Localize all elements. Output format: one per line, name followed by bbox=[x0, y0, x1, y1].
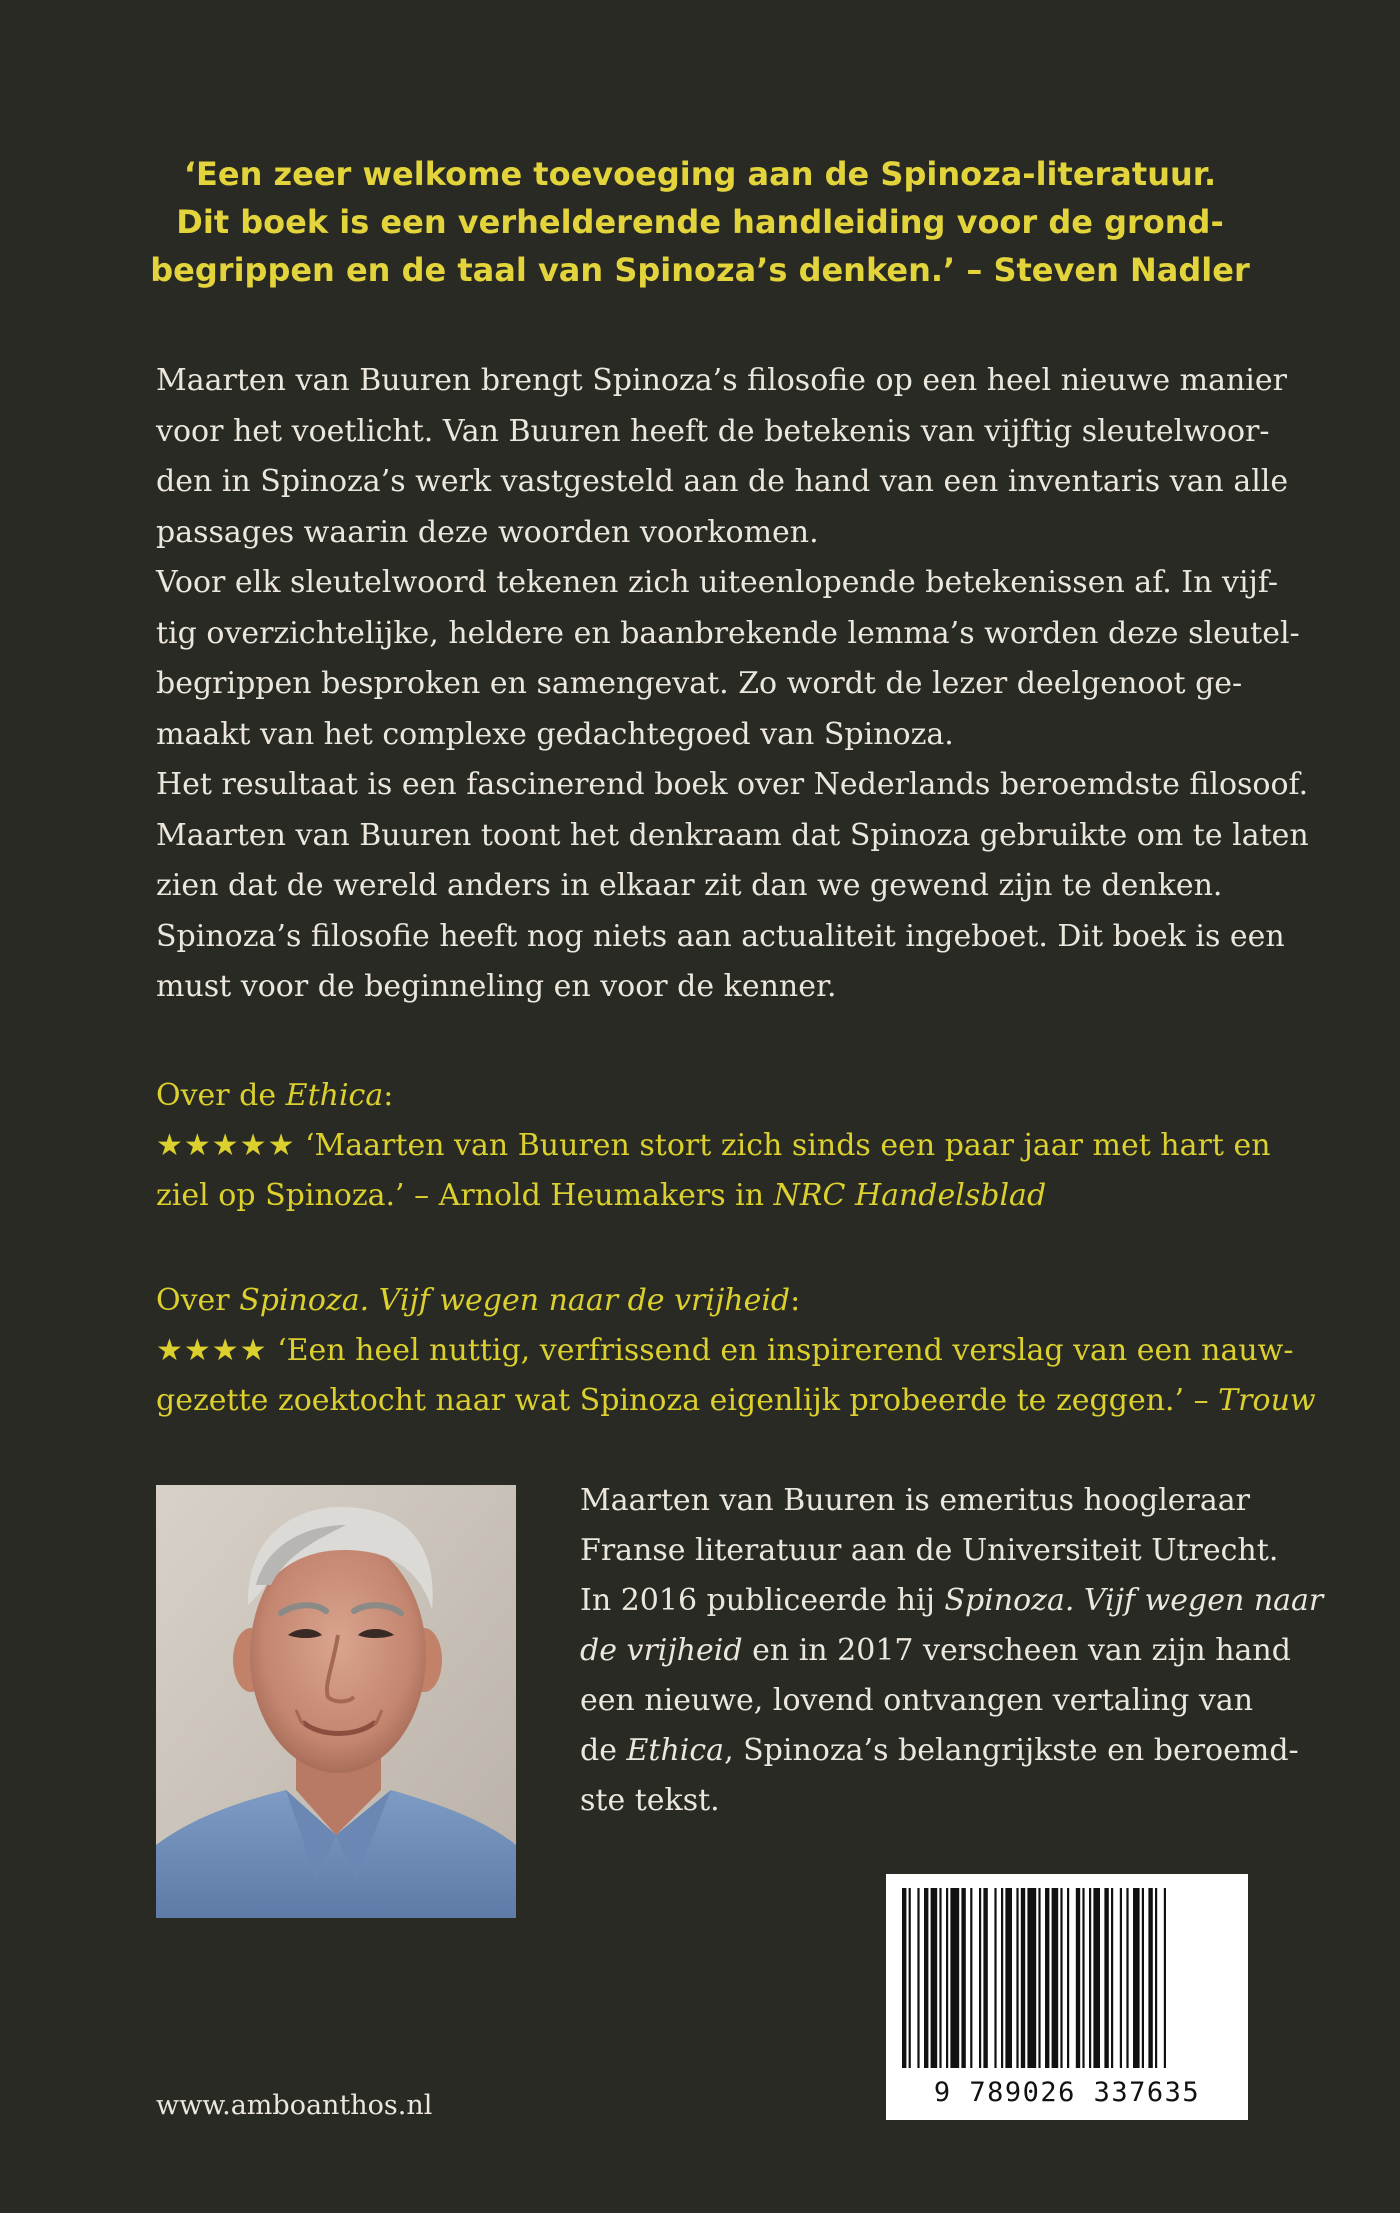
barcode-bar bbox=[994, 1888, 996, 2068]
description-line: begrippen besproken en samengevat. Zo wordt de lezer deelgenoot ge- bbox=[156, 666, 1243, 701]
author-photo bbox=[156, 1485, 516, 1918]
barcode-bar bbox=[1045, 1888, 1049, 2068]
review-text: ziel op Spinoza.’ – Arnold Heumakers in bbox=[156, 1178, 774, 1213]
bio-book-title: de vrijheid bbox=[580, 1633, 743, 1668]
barcode-bar bbox=[1027, 1888, 1036, 2068]
barcode-bar bbox=[909, 1888, 911, 2068]
barcode-bar bbox=[902, 1888, 906, 2068]
barcode-bar bbox=[946, 1888, 948, 2068]
barcode-bar bbox=[983, 1888, 987, 2068]
bio-line bbox=[580, 1726, 1299, 1776]
description-line: tig overzichtelijke, heldere en baanbrekende lemma’s worden deze sleutel- bbox=[156, 615, 1300, 651]
review-source: Trouw bbox=[1218, 1383, 1316, 1418]
barcode-bar bbox=[961, 1888, 965, 2068]
barcode-bar bbox=[979, 1888, 981, 2068]
barcode-bar bbox=[970, 1888, 972, 2068]
bio-book-title: Spinoza. Vijf wegen naar bbox=[944, 1583, 1324, 1618]
review-heading-suffix: : bbox=[790, 1283, 801, 1318]
description-line: maakt van het complexe gedachtegoed van Spinoza. bbox=[156, 716, 954, 752]
description-line: Maarten van Buuren brengt Spinoza’s filosofie op een heel nieuwe manier bbox=[156, 363, 1287, 398]
barcode-bar bbox=[1164, 1888, 1166, 2068]
review-heading-title: Ethica bbox=[285, 1078, 384, 1113]
bio-text: , Spinoza’s belangrijkste en beroemd- bbox=[724, 1733, 1299, 1768]
bio-text: en in 2017 verscheen van zijn hand bbox=[742, 1633, 1291, 1668]
isbn-barcode bbox=[886, 1874, 1248, 2120]
review-text: gezette zoektocht naar wat Spinoza eigenlijk probeerde te zeggen.’ – bbox=[156, 1383, 1219, 1418]
review-source: NRC Handelsblad bbox=[773, 1178, 1047, 1213]
endorsement-quote bbox=[0, 150, 1400, 294]
barcode-bar bbox=[1148, 1888, 1152, 2068]
bio-line bbox=[580, 1626, 1291, 1676]
description-line: Het resultaat is een fascinerend boek over Nederlands beroemdste filosoof. bbox=[156, 767, 1309, 802]
barcode-bar bbox=[1133, 1888, 1140, 2068]
isbn-digits: 9 789026 337635 bbox=[933, 2077, 1201, 2108]
bio-book-title: Ethica bbox=[626, 1733, 725, 1768]
description-line: must voor de beginneling en voor de kenner. bbox=[156, 969, 837, 1004]
review-heading-prefix: Over bbox=[156, 1283, 240, 1318]
review-ethica bbox=[156, 1071, 1271, 1221]
bio-line: Franse literatuur aan de Universiteit Utrecht. bbox=[580, 1533, 1279, 1568]
review-text: ‘Maarten van Buuren stort zich sinds een paar jaar met hart en bbox=[295, 1128, 1271, 1163]
bio-line: Maarten van Buuren is emeritus hoogleraar bbox=[580, 1483, 1251, 1518]
review-text-line bbox=[156, 1121, 1271, 1171]
barcode-bar bbox=[1082, 1888, 1084, 2068]
barcode-bar bbox=[1016, 1888, 1018, 2068]
review-spinoza bbox=[156, 1276, 1316, 1426]
barcode-bar bbox=[950, 1888, 959, 2068]
barcode-bar bbox=[917, 1888, 919, 2068]
description-line: Spinoza’s filosofie heeft nog niets aan actualiteit ingeboet. Dit boek is een bbox=[156, 918, 1285, 954]
barcode-bar bbox=[1021, 1888, 1025, 2068]
barcode-bar bbox=[1052, 1888, 1059, 2068]
review-heading-title: Spinoza. Vijf wegen naar de vrijheid bbox=[239, 1283, 791, 1318]
barcode-bar bbox=[1126, 1888, 1128, 2068]
barcode-bar bbox=[1120, 1888, 1122, 2068]
barcode-bar bbox=[931, 1888, 938, 2068]
book-description bbox=[156, 356, 1309, 1013]
review-text: ‘Een heel nuttig, verfrissend en inspirerend verslag van een nauw- bbox=[267, 1333, 1294, 1368]
barcode-bar bbox=[1155, 1888, 1157, 2068]
barcode-bar bbox=[939, 1888, 941, 2068]
star-rating-icon: ★★★★★ bbox=[156, 1128, 296, 1163]
barcode-bar bbox=[1111, 1888, 1113, 2068]
review-heading bbox=[156, 1276, 1246, 1326]
description-line: Maarten van Buuren toont het denkraam dat Spinoza gebruikte om te laten bbox=[156, 817, 1309, 853]
barcode-bar bbox=[1067, 1888, 1069, 2068]
barcode-bar bbox=[924, 1888, 928, 2068]
description-line: voor het voetlicht. Van Buuren heeft de betekenis van vijftig sleutelwoor- bbox=[156, 413, 1270, 449]
barcode-bar bbox=[1104, 1888, 1108, 2068]
review-heading-prefix: Over de bbox=[156, 1078, 286, 1113]
review-text-line bbox=[156, 1326, 1294, 1376]
barcode-bar bbox=[1001, 1888, 1003, 2068]
bio-line bbox=[580, 1576, 1324, 1626]
bio-line: een nieuwe, lovend ontvangen vertaling van bbox=[580, 1683, 1254, 1718]
quote-line: ‘Een zeer welkome toevoeging aan de Spinoza-literatuur. bbox=[183, 155, 1217, 193]
barcode-bar bbox=[1076, 1888, 1080, 2068]
author-bio bbox=[580, 1476, 1324, 1826]
review-text-line bbox=[156, 1171, 1246, 1221]
barcode-bar bbox=[1060, 1888, 1062, 2068]
barcode-bar bbox=[1038, 1888, 1040, 2068]
star-rating-icon: ★★★★ bbox=[156, 1333, 268, 1368]
description-line: zien dat de wereld anders in elkaar zit dan we gewend zijn te denken. bbox=[156, 868, 1223, 903]
quote-line: begrippen en de taal van Spinoza’s denken.’ – Steven Nadler bbox=[150, 251, 1250, 289]
barcode-bar bbox=[1093, 1888, 1100, 2068]
review-heading-suffix: : bbox=[383, 1078, 394, 1113]
description-line: passages waarin deze woorden voorkomen. bbox=[156, 514, 819, 550]
bio-text: de bbox=[580, 1733, 627, 1768]
quote-line: Dit boek is een verhelderende handleiding voor de grond- bbox=[176, 203, 1224, 241]
bio-line: ste tekst. bbox=[580, 1783, 720, 1818]
publisher-website: www.amboanthos.nl bbox=[156, 2090, 433, 2121]
description-line: den in Spinoza’s werk vastgesteld aan de hand van een inventaris van alle bbox=[156, 464, 1289, 499]
barcode-bar bbox=[1089, 1888, 1091, 2068]
barcode-bar bbox=[1005, 1888, 1012, 2068]
author-portrait-icon bbox=[156, 1485, 516, 1918]
bio-text: In 2016 publiceerde hij bbox=[580, 1583, 945, 1618]
review-heading bbox=[156, 1071, 1246, 1121]
review-text-line bbox=[156, 1376, 1316, 1426]
description-line: Voor elk sleutelwoord tekenen zich uiteenlopende betekenissen af. In vijf- bbox=[156, 565, 1279, 600]
barcode-bar bbox=[1142, 1888, 1144, 2068]
